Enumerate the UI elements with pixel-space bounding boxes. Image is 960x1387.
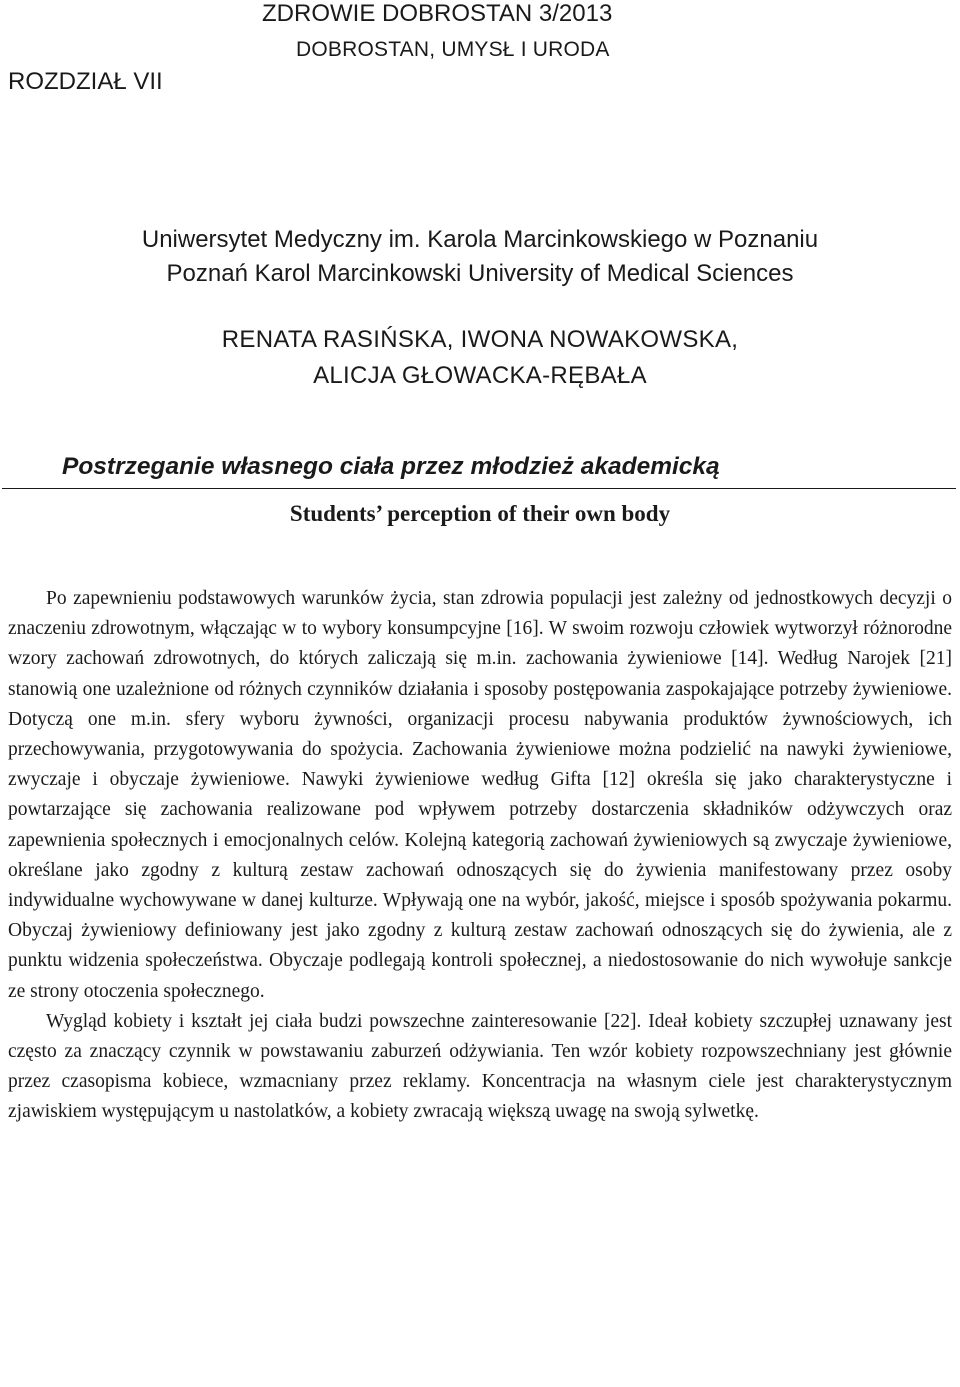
authors-line-2: ALICJA GŁOWACKA-RĘBAŁA xyxy=(313,362,647,389)
institution-polish: Uniwersytet Medyczny im. Karola Marcinkowskiego w Poznaniu xyxy=(141,226,819,253)
title-divider xyxy=(2,488,956,489)
article-body xyxy=(8,584,952,1128)
article-title-english: Students’ perception of their own body xyxy=(289,501,671,526)
institution-english: Poznań Karol Marcinkowski University of Medical Sciences xyxy=(166,260,794,287)
body-paragraph-1: Po zapewnieniu podstawowych warunków życia, stan zdrowia populacji jest zależny od jednostkowych decyzji o znaczeniu zdrowotnym, włączając w to wybory konsumpcyjne [16]. W swoim rozwoju człowiek wytworzył różnorodne wzory zachowań zdrowotnych, do których zaliczają się m.in. zachowania żywieniowe [14]. Według Narojek [21] stanowią one uzależnione od różnych czynników działania i sposoby postępowania zaspokajające potrzeby żywieniowe. Dotyczą one m.in. sfery wyboru żywności, organizacji procesu nabywania produktów żywnościowych, ich przechowywania, przygotowywania do spożycia. Zachowania żywieniowe można podzielić na nawyki żywieniowe, zwyczaje i obyczaje żywieniowe. Nawyki żywieniowe według Gifta [12] określa się jako charakterystyczne i powtarzające się zachowania realizowane pod wpływem potrzeby dostarczenia składników odżywczych oraz zapewnienia społecznych i emocjonalnych celów. Kolejną kategorią zachowań żywieniowych są zwyczaje żywieniowe, określane jako zgodny z kulturą zestaw zachowań odnoszących się do żywienia manifestowany przez osoby indywidualne wychowywane w danej kulturze. Wpływają one na wybór, jakość, miejsce i sposób spożywania pokarmu. Obyczaj żywieniowy definiowany jest jako zgodny z kulturą zestaw zachowań odnoszących się do żywienia, ale z punktu widzenia społeczeństwa. Obyczaje podlegają kontroli społecznej, a niedostosowanie do nich wywołuje sankcje ze strony otoczenia społecznego. xyxy=(8,588,952,1002)
journal-subtitle: DOBROSTAN, UMYSŁ I URODA xyxy=(296,38,610,61)
journal-header: ZDROWIE DOBROSTAN 3/2013 xyxy=(262,0,613,27)
authors-line-1: RENATA RASIŃSKA, IWONA NOWAKOWSKA, xyxy=(221,326,739,353)
chapter-label: ROZDZIAŁ VII xyxy=(8,68,163,95)
article-title-polish: Postrzeganie własnego ciała przez młodzież akademicką xyxy=(62,453,720,480)
body-paragraph-2: Wygląd kobiety i kształt jej ciała budzi powszechne zainteresowanie [22]. Ideał kobiety szczupłej uznawany jest często za znaczący czynnik w powstawaniu zaburzeń odżywiania. Ten wzór kobiety rozpowszechniany jest głównie przez czasopisma kobiece, wzmacniany przez reklamy. Koncentracja na własnym ciele jest charakterystycznym zjawiskiem występującym u nastolatków, a kobiety zwracają większą uwagę na swoją sylwetkę. xyxy=(8,1010,952,1123)
